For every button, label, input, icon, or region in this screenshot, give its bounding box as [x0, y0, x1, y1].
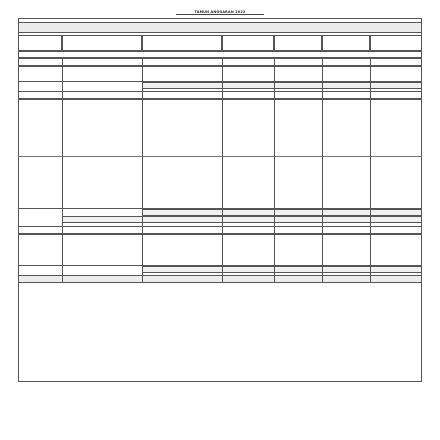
column-header-6: [322, 35, 370, 51]
section-3-subtotal: [142, 266, 422, 273]
column-number-row: [18, 51, 422, 58]
column-separator-2: [142, 58, 143, 283]
column-header-5: [274, 35, 322, 51]
column-header-2: [62, 35, 142, 51]
column-separator-1: [62, 58, 63, 283]
section-1-subtotal: [142, 82, 422, 89]
section-2-divider: [18, 156, 422, 157]
column-separator-4: [274, 58, 275, 283]
column-header-1: [18, 35, 62, 51]
column-header-4: [222, 35, 274, 51]
column-header-3: [142, 35, 222, 51]
title-underline: [176, 14, 264, 15]
column-separator-5: [322, 58, 323, 283]
section-1-body: [18, 66, 422, 82]
section-2-subtotal: [142, 209, 422, 216]
column-separator-3: [222, 58, 223, 283]
section-2-body: [18, 99, 422, 209]
section-3-body: [18, 234, 422, 266]
grand-total-row: [18, 275, 422, 283]
column-header-7: [370, 35, 422, 51]
column-separator-6: [370, 58, 371, 283]
section-2-total: [62, 216, 422, 223]
section-1-heading: [18, 58, 422, 66]
budget-sheet: [18, 18, 422, 382]
document-title: TAMUN ANGGARAN 2022: [194, 10, 246, 14]
section-3-heading: [18, 226, 422, 234]
top-bar: [18, 22, 422, 33]
section-2-heading: [18, 91, 422, 99]
